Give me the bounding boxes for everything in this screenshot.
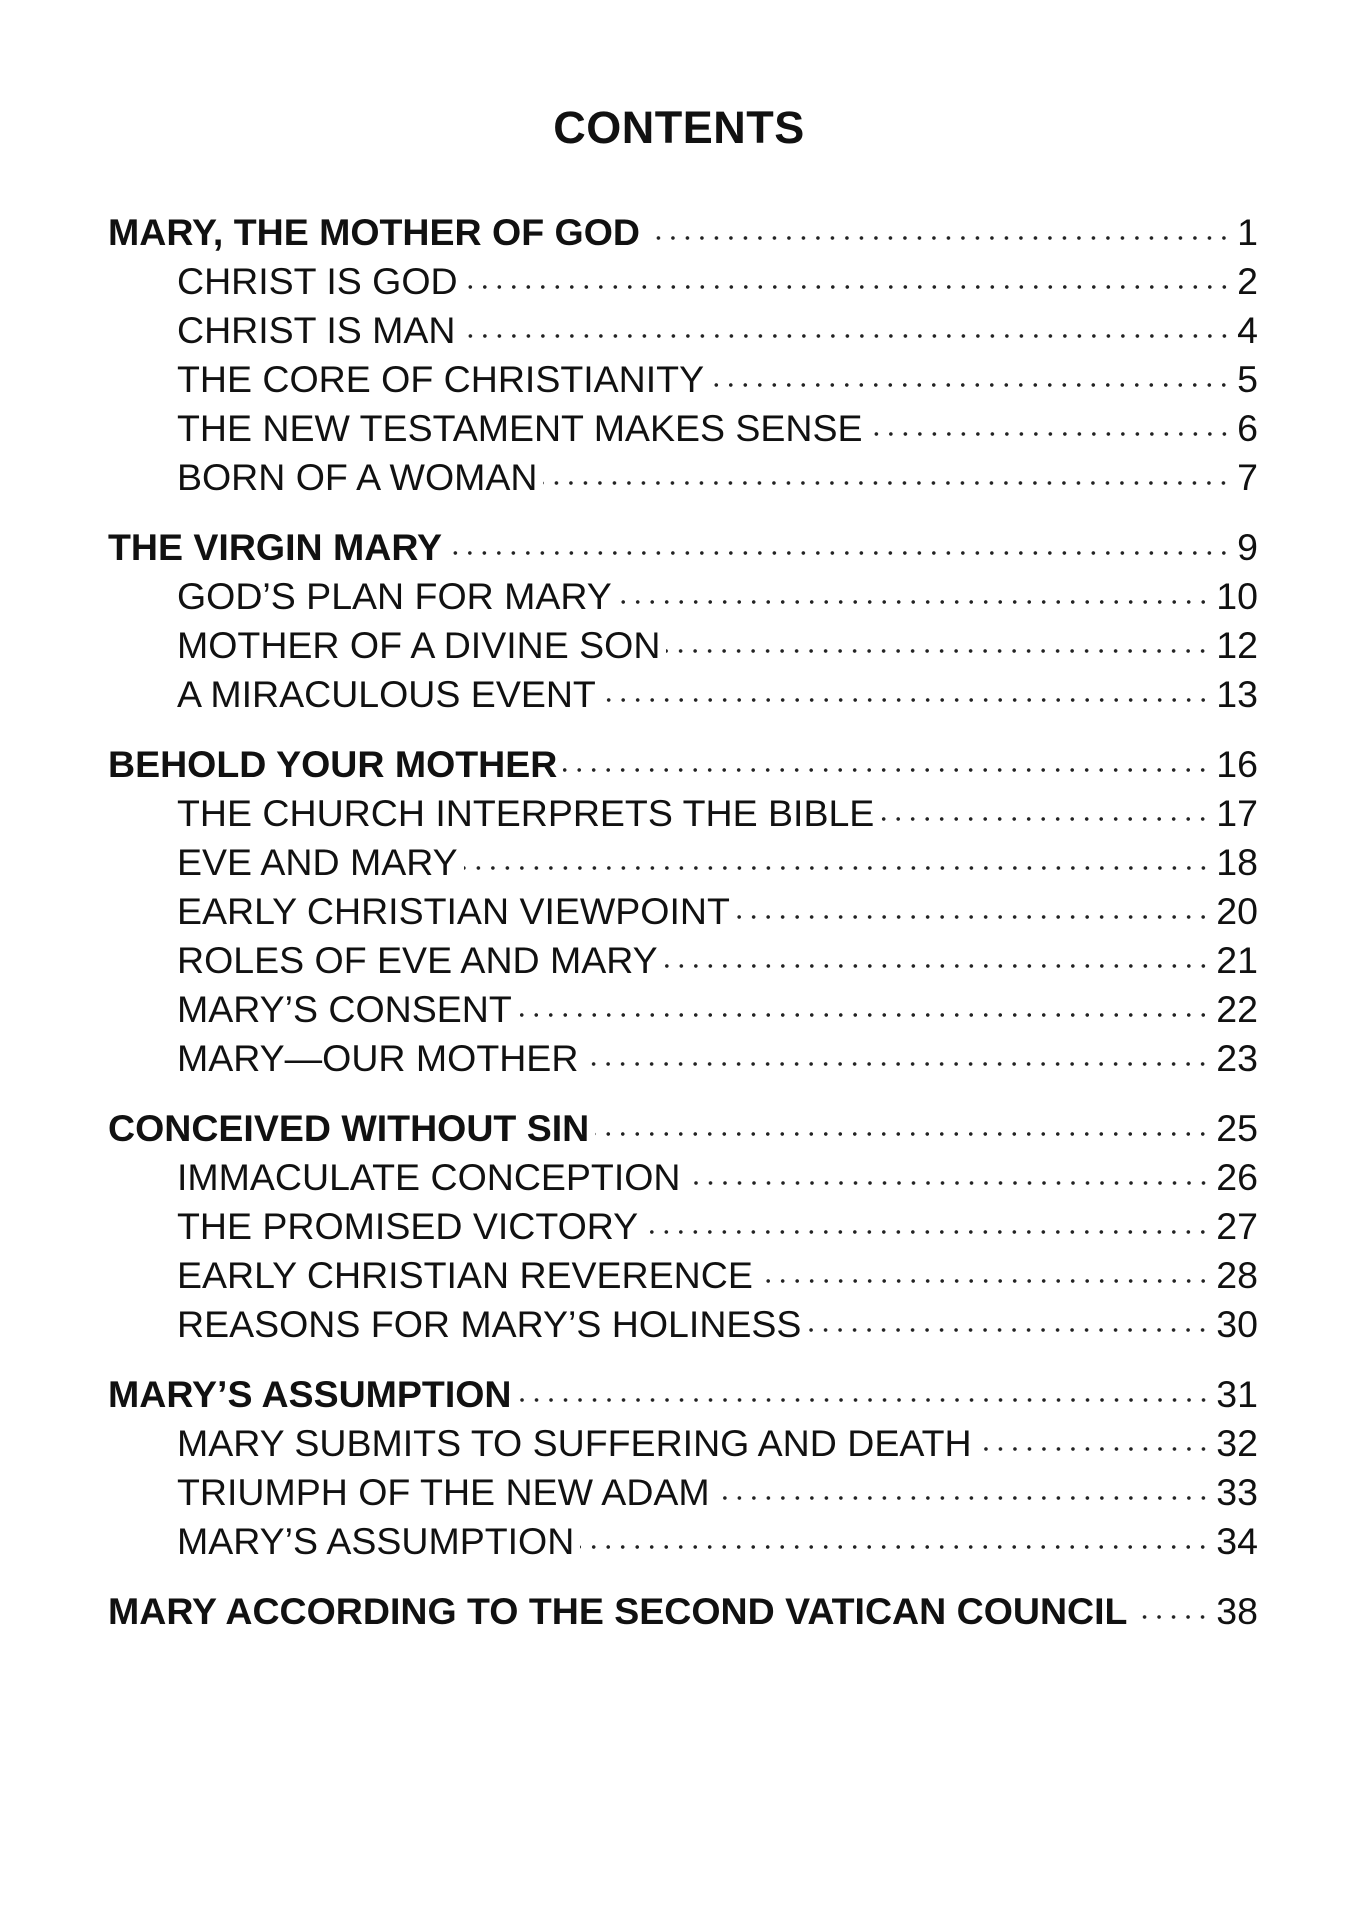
page-number: 22 xyxy=(1216,988,1258,1030)
page-number: 34 xyxy=(1216,1520,1258,1562)
toc-section xyxy=(108,1587,1258,1636)
dot-leader xyxy=(563,767,1210,773)
dot-leader xyxy=(518,1397,1211,1403)
page-number: 21 xyxy=(1216,939,1258,981)
toc-entry xyxy=(108,404,1258,453)
page-number: 4 xyxy=(1237,309,1258,351)
section-title: MARY ACCORDING TO THE SECOND VATICAN COUNCIL xyxy=(108,1590,1128,1632)
toc-entry xyxy=(108,789,1258,838)
page-number: 18 xyxy=(1216,841,1258,883)
entry-label: GOD’S PLAN FOR MARY xyxy=(177,575,612,617)
toc-entry xyxy=(108,1300,1258,1349)
page-number: 17 xyxy=(1216,792,1258,834)
entry-label: REASONS FOR MARY’S HOLINESS xyxy=(177,1303,802,1345)
dot-leader xyxy=(716,1495,1211,1501)
dot-leader xyxy=(880,816,1210,822)
entry-label: THE NEW TESTAMENT MAKES SENSE xyxy=(177,407,863,449)
dot-leader xyxy=(644,1229,1210,1235)
dot-leader xyxy=(978,1446,1211,1452)
dot-leader xyxy=(464,865,1211,871)
entry-label: CHRIST IS MAN xyxy=(177,309,456,351)
page-number: 10 xyxy=(1216,575,1258,617)
entry-label: MARY—OUR MOTHER xyxy=(177,1037,579,1079)
toc-entry xyxy=(108,838,1258,887)
page-number: 13 xyxy=(1216,673,1258,715)
page-number: 5 xyxy=(1237,358,1258,400)
page-number: 6 xyxy=(1237,407,1258,449)
page-number: 38 xyxy=(1216,1590,1258,1632)
entry-label: MARY SUBMITS TO SUFFERING AND DEATH xyxy=(177,1422,972,1464)
table-of-contents xyxy=(108,208,1258,1657)
page-number: 1 xyxy=(1237,211,1258,253)
page-number: 16 xyxy=(1216,743,1258,785)
page-number: 12 xyxy=(1216,624,1258,666)
toc-section-heading xyxy=(108,1587,1258,1636)
dot-leader xyxy=(646,235,1231,241)
section-title: MARY, THE MOTHER OF GOD xyxy=(108,211,640,253)
toc-entry xyxy=(108,1517,1258,1566)
dot-leader xyxy=(464,284,1232,290)
page-number: 32 xyxy=(1216,1422,1258,1464)
toc-section xyxy=(108,1370,1258,1566)
dot-leader xyxy=(666,648,1210,654)
page-number: 28 xyxy=(1216,1254,1258,1296)
toc-entry xyxy=(108,1034,1258,1083)
toc-entry xyxy=(108,1153,1258,1202)
toc-section-heading xyxy=(108,208,1258,257)
entry-label: EARLY CHRISTIAN REVERENCE xyxy=(177,1254,753,1296)
dot-leader xyxy=(759,1278,1210,1284)
toc-entry xyxy=(108,936,1258,985)
entry-label: TRIUMPH OF THE NEW ADAM xyxy=(177,1471,710,1513)
page-number: 27 xyxy=(1216,1205,1258,1247)
entry-label: IMMACULATE CONCEPTION xyxy=(177,1156,681,1198)
toc-section xyxy=(108,740,1258,1083)
entry-label: EVE AND MARY xyxy=(177,841,458,883)
toc-section-heading xyxy=(108,1104,1258,1153)
toc-entry xyxy=(108,1251,1258,1300)
page-number: 23 xyxy=(1216,1037,1258,1079)
toc-section-heading xyxy=(108,1370,1258,1419)
toc-entry xyxy=(108,453,1258,502)
toc-section-heading xyxy=(108,740,1258,789)
toc-entry xyxy=(108,985,1258,1034)
entry-label: MOTHER OF A DIVINE SON xyxy=(177,624,661,666)
toc-section xyxy=(108,523,1258,719)
page-number: 20 xyxy=(1216,890,1258,932)
dot-leader xyxy=(595,1131,1210,1137)
section-title: THE VIRGIN MARY xyxy=(108,526,443,568)
dot-leader xyxy=(736,914,1210,920)
dot-leader xyxy=(687,1180,1211,1186)
section-title: CONCEIVED WITHOUT SIN xyxy=(108,1107,590,1149)
entry-label: CHRIST IS GOD xyxy=(177,260,458,302)
page-number: 7 xyxy=(1237,456,1258,498)
dot-leader xyxy=(1133,1614,1210,1620)
entry-label: BORN OF A WOMAN xyxy=(177,456,538,498)
page-number: 30 xyxy=(1216,1303,1258,1345)
dot-leader xyxy=(807,1327,1210,1333)
page-number: 25 xyxy=(1216,1107,1258,1149)
dot-leader xyxy=(710,382,1231,388)
toc-entry xyxy=(108,670,1258,719)
toc-section xyxy=(108,1104,1258,1349)
dot-leader xyxy=(664,963,1211,969)
entry-label: ROLES OF EVE AND MARY xyxy=(177,939,658,981)
toc-entry xyxy=(108,1202,1258,1251)
toc-entry xyxy=(108,355,1258,404)
section-title: MARY’S ASSUMPTION xyxy=(108,1373,512,1415)
entry-label: THE CHURCH INTERPRETS THE BIBLE xyxy=(177,792,875,834)
entry-label: A MIRACULOUS EVENT xyxy=(177,673,596,715)
toc-entry xyxy=(108,887,1258,936)
dot-leader xyxy=(618,599,1210,605)
toc-section xyxy=(108,208,1258,502)
section-title: BEHOLD YOUR MOTHER xyxy=(108,743,558,785)
toc-entry xyxy=(108,306,1258,355)
page-number: 2 xyxy=(1237,260,1258,302)
dot-leader xyxy=(580,1544,1210,1550)
dot-leader xyxy=(584,1061,1210,1067)
toc-entry xyxy=(108,621,1258,670)
dot-leader xyxy=(518,1012,1211,1018)
entry-label: EARLY CHRISTIAN VIEWPOINT xyxy=(177,890,730,932)
dot-leader xyxy=(462,333,1232,339)
dot-leader xyxy=(448,550,1231,556)
entry-label: THE CORE OF CHRISTIANITY xyxy=(177,358,705,400)
dot-leader xyxy=(869,431,1232,437)
page-number: 33 xyxy=(1216,1471,1258,1513)
page-title: CONTENTS xyxy=(553,102,805,153)
entry-label: MARY’S ASSUMPTION xyxy=(177,1520,575,1562)
entry-label: THE PROMISED VICTORY xyxy=(177,1205,639,1247)
toc-entry xyxy=(108,1419,1258,1468)
toc-entry xyxy=(108,257,1258,306)
entry-label: MARY’S CONSENT xyxy=(177,988,512,1030)
toc-section-heading xyxy=(108,523,1258,572)
dot-leader xyxy=(602,697,1210,703)
toc-entry xyxy=(108,572,1258,621)
dot-leader xyxy=(543,480,1231,486)
toc-entry xyxy=(108,1468,1258,1517)
page-number: 9 xyxy=(1237,526,1258,568)
page-number: 26 xyxy=(1216,1156,1258,1198)
page-number: 31 xyxy=(1216,1373,1258,1415)
